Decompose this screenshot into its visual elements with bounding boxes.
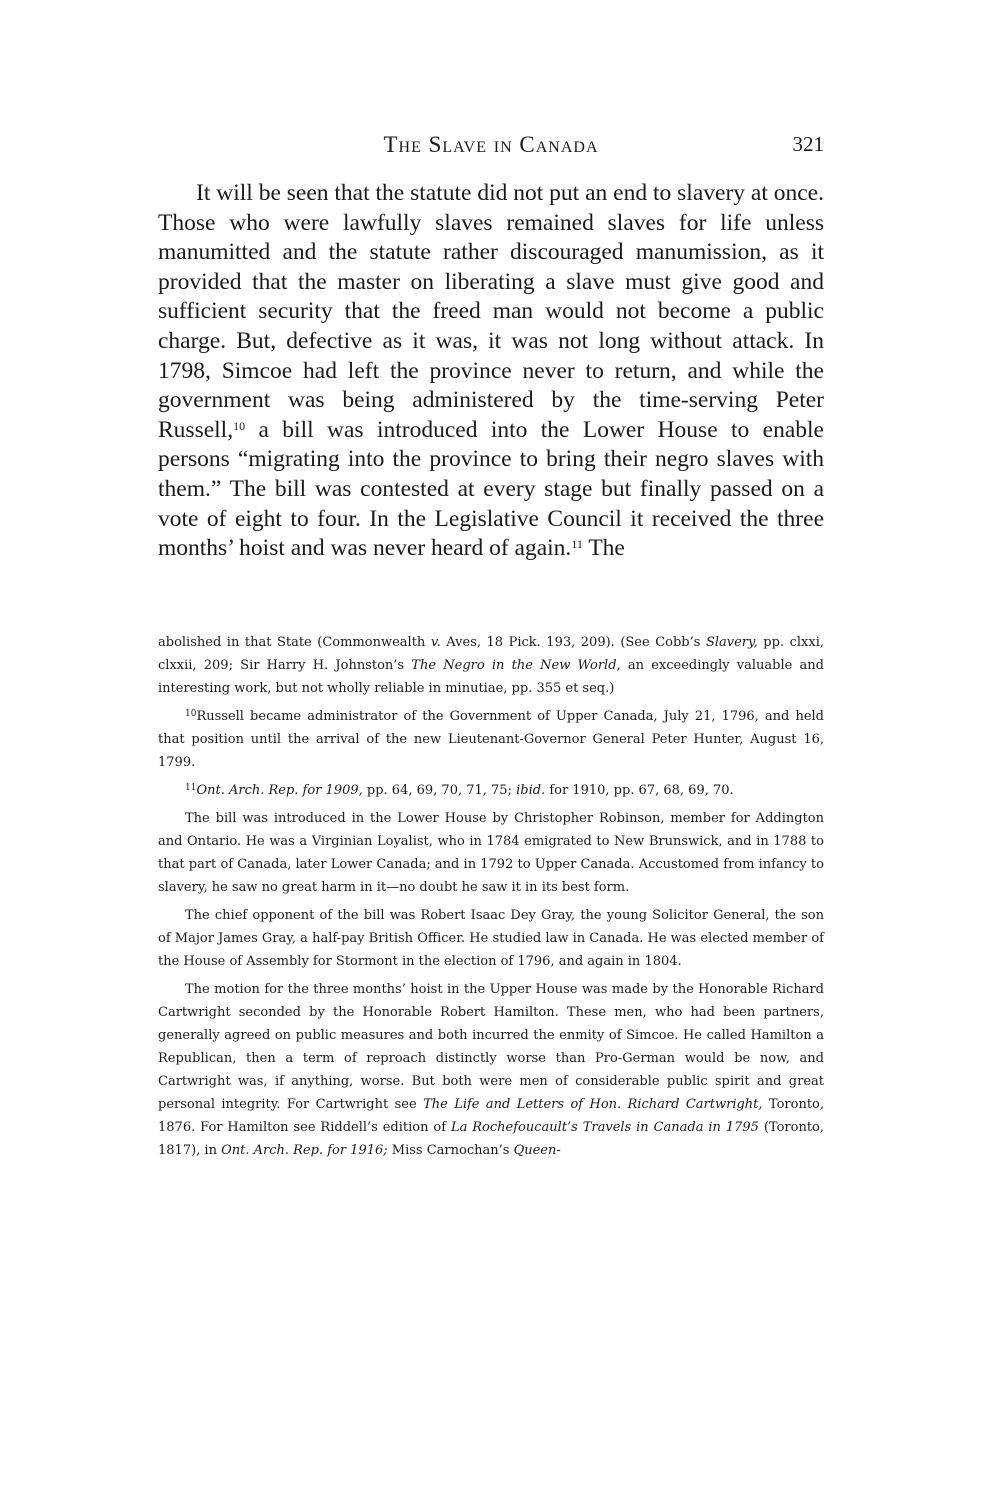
footnote-11-paragraph [158,978,824,1162]
footnote-italic: v. [430,635,441,650]
footnote-italic: ibid. [516,783,546,798]
body-paragraph [158,179,824,564]
footnote-text: an exceedingly valuable and interesting work, but not wholly reliable in minutiae, pp. 355 et seq.) [158,658,824,696]
footnote-number: 10 [185,709,197,719]
footnote-11 [158,779,824,802]
footnote-text: Toronto, 1876. For Hamilton see Riddell’s edition of [158,1097,825,1135]
footnotes [158,631,824,1167]
footnote-text: The motion for the three months’ hoist in the Upper House was made by the Honorable Richard Cartwright seconded by the Honorable Robert Hamilton. These men, who had been partners, generally agreed on public measures and both incurred the enmity of Simcoe. He called Hamilton a Republican, then a term of reproach distinctly worse than Pro-German would be now, and Cartwright was, if anything, worse. But both were men of considerable public spirit and great personal integrity. For Cartwright see [158,982,824,1112]
footnote-text: pp. 64, 69, 70, 71, 75; [362,783,517,798]
footnote-11-paragraph: The bill was introduced in the Lower House by Christopher Robinson, member for Addington and Ontario. He was a Virginian Loyalist, who in 1784 emigrated to New Brunswick, and in 1788 to that part of Canada, later Lower Canada; and in 1792 to Upper Canada. Accustomed from infancy to slavery, he saw no great harm in it—no doubt he saw it in its best form. [158,811,824,895]
footnote-text: Russell became administrator of the Government of Upper Canada, July 21, 1796, and held that position until the arrival of the new Lieutenant-Governor General Peter Hunter, August 16, 1799. [158,709,824,770]
footnote-text: pp. clxxi, clxxii, 209; Sir Harry H. Johnston’s [158,635,824,673]
footnote-11-paragraph: The chief opponent of the bill was Robert Isaac Dey Gray, the young Solicitor General, the son of Major James Gray, a half-pay British Officer. He studied law in Canada. He was elected member of the House of Assembly for Stormont in the election of 1796, and again in 1804. [158,908,824,969]
body-text: The [582,535,625,562]
footnote-continuation [158,631,824,700]
footnote-text: (Toronto, 1817), in [158,1120,825,1158]
body-text: It will be seen that the statute did not put an end to slavery at once. Those who were lawfully slaves remained slaves for life unless manumitted and the statute rather discouraged manumission, as it provided that the master on liberating a slave must give good and sufficient security that the freed man would not become a public charge. But, defective as it was, it was not long without attack. In 1798, Simcoe had left the province never to return, and while the government was being administered by the time-serving Peter Russell, [158,180,824,443]
footnote-ref-10: 10 [233,418,246,433]
footnote-italic: Slavery, [705,635,758,650]
footnote-text: abolished in that State (Commonwealth [158,635,431,650]
body-text: a bill was introduced into the Lower House to enable persons “migrating into the province to bring their negro slaves with them.” The bill was contested at every stage but finally passed on a vote of eight to four. In the Legislative Council it received the three months’ hoist and was never heard of again. [158,416,824,562]
footnote-text: Miss Carnochan’s [387,1143,514,1158]
footnote-10 [158,705,824,774]
footnote-italic: The Negro in the New World, [411,658,621,673]
footnote-text: for 1910, pp. 67, 68, 69, 70. [545,783,734,798]
footnote-number: 11 [185,783,197,793]
footnote-text: Aves, 18 Pick. 193, 209). (See Cobb’s [440,635,706,650]
footnote-italic: Queen- [513,1143,561,1158]
footnote-italic: La Rochefoucault’s Travels in Canada in 1795 [450,1120,759,1135]
running-title: The Slave in Canada [383,132,599,157]
footnote-ref-11: 11 [571,537,583,552]
footnote-italic: Ont. Arch. Rep. for 1916; [221,1143,388,1158]
footnote-italic: Ont. Arch. Rep. for 1909, [196,783,363,798]
footnote-italic: The Life and Letters of Hon. Richard Cartwright, [423,1097,763,1112]
running-header [158,128,824,168]
page-number: 321 [792,132,824,156]
